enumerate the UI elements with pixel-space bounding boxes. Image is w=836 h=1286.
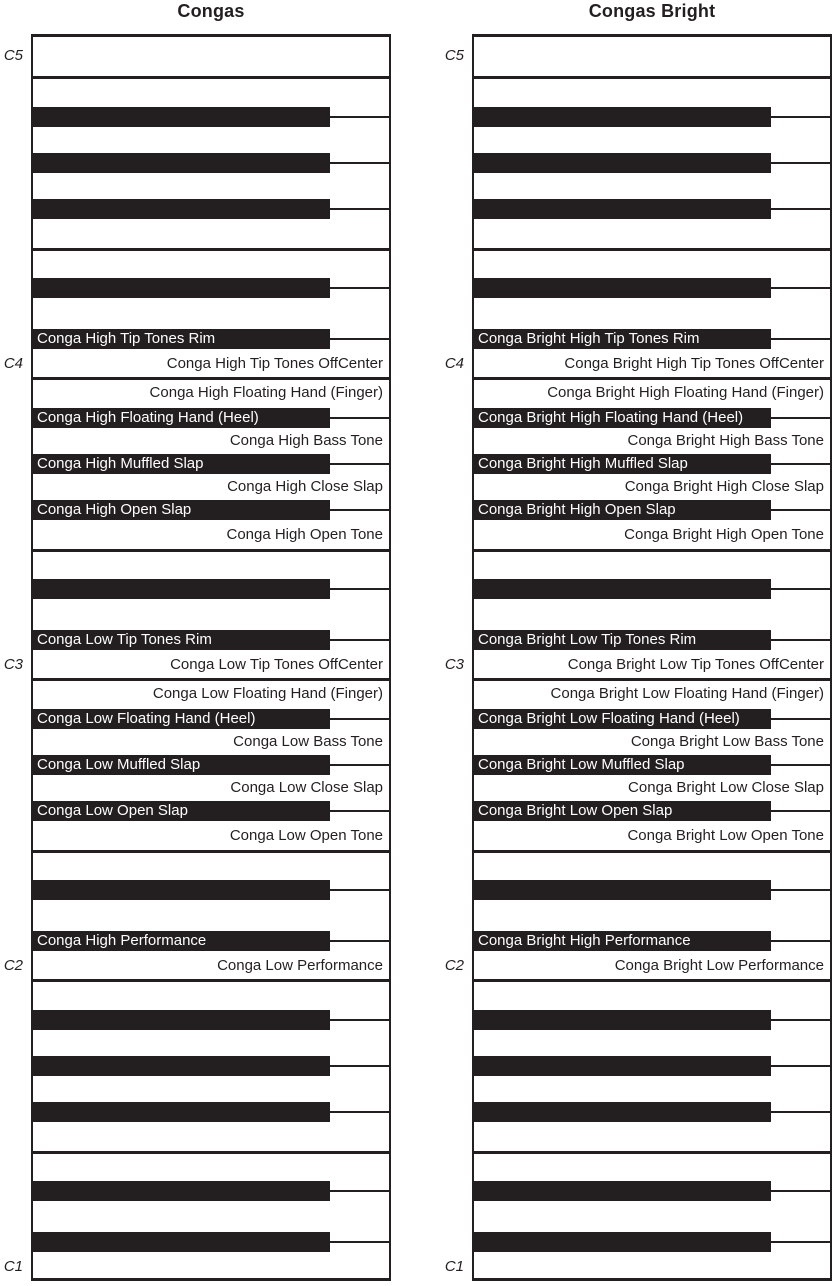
key-label: Conga Low Open Tone	[229, 827, 383, 844]
key-f-sharp-3	[472, 500, 771, 520]
key-g-sharp-2	[472, 755, 771, 775]
key-separator-partial	[330, 463, 391, 465]
keyboard-title: Congas Bright	[588, 1, 716, 21]
key-separator-full	[31, 549, 391, 552]
key-c-sharp-1	[31, 1232, 330, 1252]
key-separator-partial	[771, 1065, 832, 1067]
key-label: Conga High Floating Hand (Heel)	[37, 409, 259, 426]
key-separator-full	[31, 979, 391, 982]
key-separator-full	[31, 678, 391, 681]
key-separator-partial	[771, 116, 832, 118]
key-separator-full	[31, 76, 391, 79]
key-label: Conga Bright High Bass Tone	[627, 432, 824, 449]
key-separator-full	[472, 1151, 832, 1154]
key-label: Conga Bright High Tip Tones Rim	[478, 330, 700, 347]
key-f-sharp-3	[31, 500, 330, 520]
key-a-sharp-1	[472, 1010, 771, 1030]
key-separator-partial	[330, 338, 391, 340]
key-a-sharp-4	[472, 107, 771, 127]
key-label: Conga Bright Low Open Slap	[478, 802, 673, 819]
key-separator-partial	[330, 639, 391, 641]
key-separator-partial	[330, 810, 391, 812]
key-g-sharp-1	[31, 1056, 330, 1076]
key-f-sharp-2	[472, 801, 771, 821]
key-label: Conga High Tip Tones OffCenter	[166, 354, 383, 372]
key-separator-partial	[771, 417, 832, 419]
key-label: Conga Bright High Performance	[478, 932, 691, 949]
key-label: Conga Low Close Slap	[230, 779, 383, 796]
key-separator-partial	[330, 940, 391, 942]
key-separator-partial	[771, 509, 832, 511]
key-c-sharp-1	[472, 1232, 771, 1252]
key-a-sharp-1	[31, 1010, 330, 1030]
key-separator-full	[472, 979, 832, 982]
key-separator-partial	[771, 287, 832, 289]
key-label: Conga Low Muffled Slap	[37, 756, 201, 773]
key-separator-partial	[771, 1111, 832, 1113]
key-label: Conga Bright High Muffled Slap	[478, 455, 688, 472]
key-g-sharp-4	[472, 153, 771, 173]
key-separator-partial	[330, 764, 391, 766]
key-label: Conga High Muffled Slap	[37, 455, 204, 472]
key-separator-partial	[771, 889, 832, 891]
keyboard-border	[472, 1278, 832, 1281]
key-label: Conga Bright Low Performance	[614, 956, 824, 974]
key-label: Conga Bright Low Floating Hand (Heel)	[478, 710, 740, 727]
keyboard-congas-bright	[444, 0, 832, 1286]
key-g-sharp-1	[472, 1056, 771, 1076]
octave-label-c3: C3	[3, 655, 23, 673]
octave-label-c5: C5	[3, 46, 23, 64]
key-d-sharp-1	[472, 1181, 771, 1201]
key-g-sharp-3	[472, 454, 771, 474]
key-separator-partial	[771, 810, 832, 812]
key-label: Conga High Open Slap	[37, 501, 192, 518]
key-g-sharp-4	[31, 153, 330, 173]
key-a-sharp-4	[31, 107, 330, 127]
key-label: Conga Low Performance	[217, 956, 383, 974]
key-separator-partial	[771, 940, 832, 942]
octave-label-c1: C1	[444, 1257, 464, 1275]
key-separator-partial	[771, 1019, 832, 1021]
piano-keyboard	[31, 34, 391, 1281]
key-label: Conga Bright Low Bass Tone	[630, 733, 824, 750]
key-label: Conga High Open Tone	[226, 526, 383, 543]
key-separator-partial	[771, 764, 832, 766]
key-f-sharp-1	[31, 1102, 330, 1122]
key-separator-partial	[771, 162, 832, 164]
key-a-sharp-3	[31, 408, 330, 428]
key-label: Conga Bright Low Tip Tones OffCenter	[567, 655, 824, 673]
key-label: Conga Low Tip Tones Rim	[37, 631, 212, 648]
key-a-sharp-2	[472, 709, 771, 729]
keyboard-congas	[3, 0, 391, 1286]
key-separator-partial	[771, 639, 832, 641]
keyboard-title: Congas	[177, 1, 245, 21]
key-f-sharp-4	[31, 199, 330, 219]
key-d-sharp-3	[472, 579, 771, 599]
key-separator-partial	[771, 1241, 832, 1243]
octave-label-c1: C1	[3, 1257, 23, 1275]
key-separator-partial	[330, 1111, 391, 1113]
key-label: Conga Bright High Open Slap	[478, 501, 676, 518]
key-separator-partial	[771, 463, 832, 465]
key-c-sharp-2	[31, 931, 330, 951]
key-label: Conga Bright Low Floating Hand (Finger)	[550, 685, 824, 702]
key-separator-partial	[330, 287, 391, 289]
key-separator-partial	[330, 1019, 391, 1021]
key-label: Conga High Close Slap	[227, 478, 383, 495]
key-c-sharp-4	[472, 329, 771, 349]
key-c5	[472, 34, 832, 77]
key-separator-partial	[771, 208, 832, 210]
key-separator-partial	[330, 417, 391, 419]
key-c-sharp-3	[472, 630, 771, 650]
key-label: Conga Bright High Floating Hand (Finger)	[547, 384, 824, 401]
piano-keyboard	[472, 34, 832, 1281]
key-label: Conga High Bass Tone	[229, 432, 383, 449]
key-separator-full	[31, 248, 391, 251]
key-f-sharp-1	[472, 1102, 771, 1122]
key-label: Conga High Tip Tones Rim	[37, 330, 216, 347]
key-f-sharp-4	[472, 199, 771, 219]
key-separator-partial	[771, 338, 832, 340]
key-f-sharp-2	[31, 801, 330, 821]
key-g-sharp-3	[31, 454, 330, 474]
keyboard-border	[830, 34, 832, 1281]
key-label: Conga High Performance	[37, 932, 207, 949]
key-label: Conga Bright High Open Tone	[624, 526, 824, 543]
key-label: Conga Low Floating Hand (Heel)	[37, 710, 256, 727]
key-c-sharp-2	[472, 931, 771, 951]
octave-label-c3: C3	[444, 655, 464, 673]
key-separator-partial	[330, 1190, 391, 1192]
key-d-sharp-3	[31, 579, 330, 599]
key-d-sharp-4	[472, 278, 771, 298]
key-label: Conga Low Bass Tone	[233, 733, 383, 750]
key-separator-partial	[330, 509, 391, 511]
octave-label-c2: C2	[444, 956, 464, 974]
key-label: Conga Low Floating Hand (Finger)	[152, 685, 383, 702]
key-label: Conga High Floating Hand (Finger)	[149, 384, 383, 401]
key-separator-partial	[330, 588, 391, 590]
key-separator-full	[31, 850, 391, 853]
key-label: Conga Bright Low Muffled Slap	[478, 756, 685, 773]
key-separator-partial	[771, 718, 832, 720]
key-separator-partial	[771, 1190, 832, 1192]
key-a-sharp-3	[472, 408, 771, 428]
key-c-sharp-3	[31, 630, 330, 650]
key-separator-partial	[330, 889, 391, 891]
key-c-sharp-4	[31, 329, 330, 349]
key-separator-full	[472, 850, 832, 853]
key-d-sharp-2	[472, 880, 771, 900]
octave-label-c2: C2	[3, 956, 23, 974]
keyboard-border	[31, 1278, 391, 1281]
key-label: Conga Bright Low Close Slap	[628, 779, 824, 796]
key-separator-full	[31, 1151, 391, 1154]
key-separator-partial	[330, 116, 391, 118]
key-label: Conga Bright High Close Slap	[624, 478, 824, 495]
keyboard-border	[31, 34, 391, 37]
key-label: Conga Bright Low Tip Tones Rim	[478, 631, 697, 648]
key-d-sharp-4	[31, 278, 330, 298]
key-label: Conga Low Tip Tones OffCenter	[170, 655, 383, 673]
key-label: Conga Low Open Slap	[37, 802, 188, 819]
key-separator-partial	[771, 588, 832, 590]
octave-label-c4: C4	[3, 354, 23, 372]
key-separator-full	[472, 377, 832, 380]
key-d-sharp-2	[31, 880, 330, 900]
key-separator-full	[472, 678, 832, 681]
key-separator-full	[472, 248, 832, 251]
key-separator-partial	[330, 718, 391, 720]
key-separator-full	[31, 377, 391, 380]
octave-label-c4: C4	[444, 354, 464, 372]
key-separator-full	[472, 76, 832, 79]
key-separator-partial	[330, 162, 391, 164]
key-separator-partial	[330, 1241, 391, 1243]
key-a-sharp-2	[31, 709, 330, 729]
key-separator-full	[472, 549, 832, 552]
key-separator-partial	[330, 208, 391, 210]
key-label: Conga Bright High Tip Tones OffCenter	[564, 354, 824, 372]
key-g-sharp-2	[31, 755, 330, 775]
key-separator-partial	[330, 1065, 391, 1067]
key-label: Conga Bright Low Open Tone	[627, 827, 824, 844]
keyboard-border	[389, 34, 391, 1281]
key-label: Conga Bright High Floating Hand (Heel)	[478, 409, 744, 426]
key-c5	[31, 34, 391, 77]
octave-label-c5: C5	[444, 46, 464, 64]
keyboard-border	[472, 34, 832, 37]
key-d-sharp-1	[31, 1181, 330, 1201]
